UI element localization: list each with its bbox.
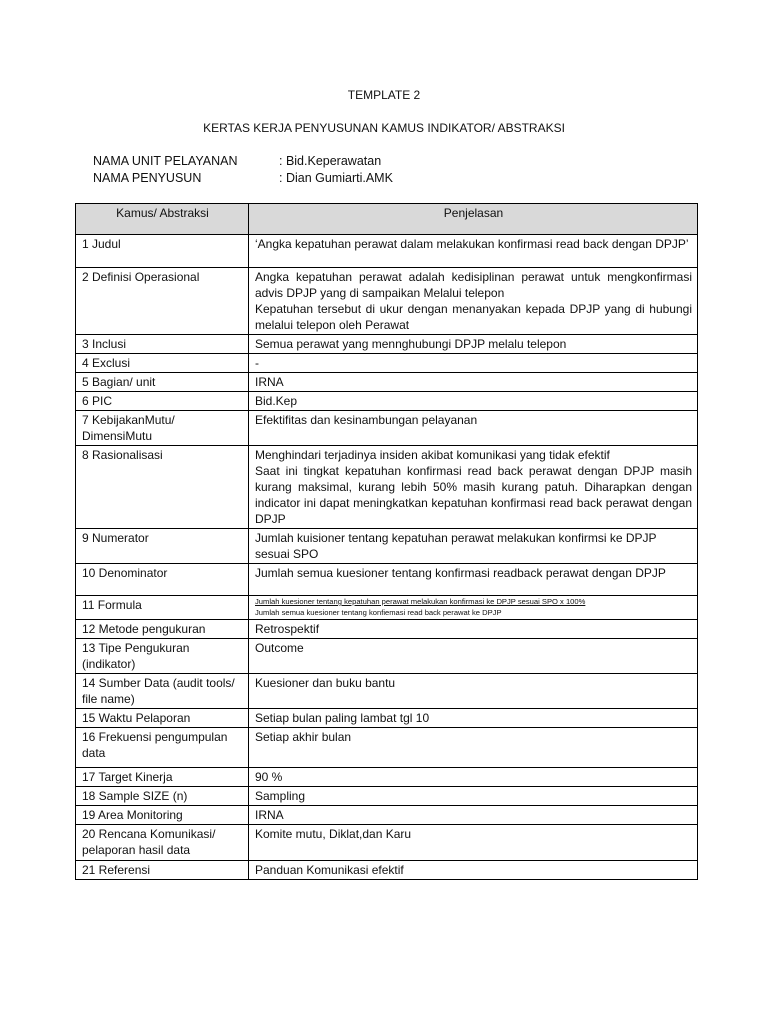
row-value-text: Outcome (255, 641, 304, 655)
row-label: 8 Rasionalisasi (76, 446, 249, 529)
row-value-text: Bid.Kep (255, 394, 298, 408)
row-label: 4 Exclusi (76, 354, 249, 373)
row-value-text: Jumlah semua kuesioner tentang konfirmasi readback perawat dengan DPJP (255, 566, 666, 580)
meta-unit (93, 154, 381, 168)
meta-penyusun-label: NAMA PENYUSUN (93, 171, 202, 185)
row-label: 19 Area Monitoring (76, 806, 249, 825)
table-row (76, 411, 698, 446)
row-value (249, 709, 698, 728)
row-value (249, 620, 698, 639)
table-row (76, 354, 698, 373)
row-value (249, 354, 698, 373)
row-value-text: IRNA (255, 375, 284, 389)
table-row (76, 392, 698, 411)
row-value-text: Setiap bulan paling lambat tgl 10 (255, 711, 430, 725)
table-row (76, 861, 698, 880)
table-row (76, 335, 698, 354)
indicator-table (75, 203, 698, 880)
row-value-text: Panduan Komunikasi efektif (255, 863, 404, 877)
row-value (249, 335, 698, 354)
row-value-text: IRNA (255, 808, 284, 822)
row-value (249, 787, 698, 806)
row-value (249, 392, 698, 411)
row-value-text: Sampling (255, 789, 306, 803)
table-row (76, 825, 698, 861)
meta-unit-label: NAMA UNIT PELAYANAN (93, 154, 238, 168)
row-value (249, 639, 698, 674)
table-row (76, 235, 698, 268)
row-value-text: Kuesioner dan buku bantu (255, 676, 396, 690)
row-label: 6 PIC (76, 392, 249, 411)
row-value (249, 411, 698, 446)
row-value-text: Efektifitas dan kesinambungan pelayanan (255, 413, 478, 427)
meta-penyusun (93, 171, 393, 185)
row-value-text: Setiap akhir bulan (255, 730, 352, 744)
row-label: 10 Denominator (76, 564, 249, 596)
row-value-text: Saat ini tingkat kepatuhan konfirmasi read back perawat dengan DPJP masih kurang maksimal, kurang lebih 50% masih kurang patuh. Diharapkan dengan indicator ini dapat meningkatkan kepatuhan konfirmasi read back perawat dengan DPJP (255, 464, 692, 526)
row-value (249, 529, 698, 564)
formula-numerator: Jumlah kuesioner tentang kepatuhan perawat melakukan konfirmasi ke DPJP sesuai SPO x 100% (255, 597, 586, 606)
table-row (76, 674, 698, 709)
row-value-text: 90 % (255, 770, 283, 784)
row-value (249, 373, 698, 392)
row-value (249, 728, 698, 768)
table-header-row (76, 204, 698, 235)
table-row (76, 768, 698, 787)
row-label: 17 Target Kinerja (76, 768, 249, 787)
template-label: TEMPLATE 2 (347, 88, 421, 102)
row-label: 18 Sample SIZE (n) (76, 787, 249, 806)
row-value-text: Angka kepatuhan perawat adalah kedisiplinan perawat untuk mengkonfirmasi advis DPJP yang di sampaikan Melalui telepon (255, 270, 692, 300)
row-value-text: Menghindari terjadinya insiden akibat komunikasi yang tidak efektif (255, 448, 610, 462)
formula-denominator: Jumlah semua kuesioner tentang konfiemasi read back perawat ke DPJP (255, 608, 502, 617)
row-value (249, 446, 698, 529)
row-value-text: Jumlah kuisioner tentang kepatuhan perawat melakukan konfirmsi ke DPJP sesuai SPO (255, 531, 657, 561)
row-label: 12 Metode pengukuran (76, 620, 249, 639)
row-value-text: Kepatuhan tersebut di ukur dengan menanyakan kepada DPJP yang di hubungi melalui telepon oleh Perawat (255, 302, 692, 332)
row-value-text: Semua perawat yang mennghubungi DPJP melalu telepon (255, 337, 567, 351)
row-value (249, 768, 698, 787)
row-label: 2 Definisi Operasional (76, 268, 249, 335)
row-value-text: Retrospektif (255, 622, 320, 636)
row-label: 3 Inclusi (76, 335, 249, 354)
column-header-kamus: Kamus/ Abstraksi (76, 204, 249, 235)
table-row (76, 620, 698, 639)
table-row (76, 728, 698, 768)
document-title: KERTAS KERJA PENYUSUNAN KAMUS INDIKATOR/ ABSTRAKSI (203, 121, 565, 135)
row-label: 13 Tipe Pengukuran (indikator) (76, 639, 249, 674)
table-row (76, 596, 698, 620)
row-value-text: ‘Angka kepatuhan perawat dalam melakukan konfirmasi read back dengan DPJP’ (255, 237, 689, 251)
row-value-text: Komite mutu, Diklat,dan Karu (255, 827, 412, 841)
row-label: 11 Formula (76, 596, 249, 620)
row-label: 15 Waktu Pelaporan (76, 709, 249, 728)
meta-penyusun-value: : Dian Gumiarti.AMK (279, 171, 393, 185)
table-row (76, 564, 698, 596)
row-value (249, 861, 698, 880)
row-value (249, 806, 698, 825)
row-label: 21 Referensi (76, 861, 249, 880)
row-value (249, 596, 698, 620)
table-row (76, 639, 698, 674)
row-label: 20 Rencana Komunikasi/ pelaporan hasil data (76, 825, 249, 861)
row-label: 7 KebijakanMutu/ DimensiMutu (76, 411, 249, 446)
table-row (76, 806, 698, 825)
table-row (76, 373, 698, 392)
row-label: 14 Sumber Data (audit tools/ file name) (76, 674, 249, 709)
row-label: 1 Judul (76, 235, 249, 268)
table-row (76, 529, 698, 564)
table-row (76, 268, 698, 335)
row-value-text: - (255, 356, 259, 370)
table-row (76, 787, 698, 806)
table-row (76, 709, 698, 728)
column-header-penjelasan: Penjelasan (249, 204, 698, 235)
row-value (249, 235, 698, 268)
row-value (249, 825, 698, 861)
table-row (76, 446, 698, 529)
row-label: 5 Bagian/ unit (76, 373, 249, 392)
row-value (249, 674, 698, 709)
row-value (249, 564, 698, 596)
meta-unit-value: : Bid.Keperawatan (279, 154, 382, 168)
row-value (249, 268, 698, 335)
row-label: 9 Numerator (76, 529, 249, 564)
row-label: 16 Frekuensi pengumpulan data (76, 728, 249, 768)
